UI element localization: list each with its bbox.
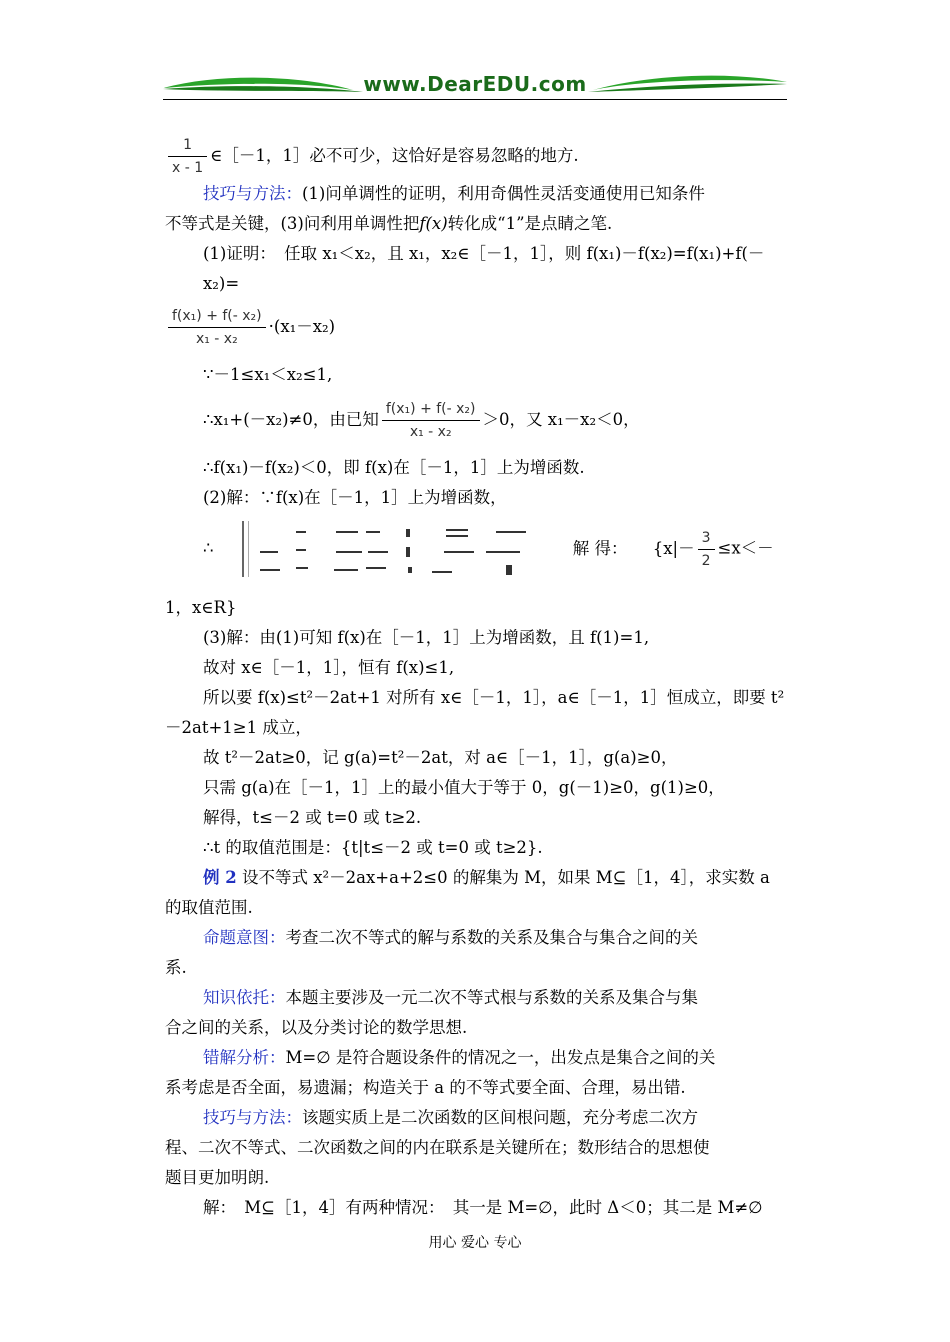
skill2-line1: 技巧与方法：该题实质上是二次函数的区间根问题，充分考虑二次方: [203, 1108, 698, 1127]
part3-line-6: 只需 g(a)在［－1，1］上的最小值大于等于 0，g(－1)≥0，g(1)≥0，: [203, 778, 725, 797]
fraction: $\frac{3}{2}$: [698, 527, 715, 572]
fraction: $\frac{\text{f(x₁) + f(- x₂)}}{\text{x₁ - x₂}}$: [168, 305, 266, 350]
therefore2-line: ∴f(x₁)－f(x₂)＜0，即 f(x)在［－1，1］上为增函数.: [203, 458, 585, 477]
skill2-line2: 程、二次不等式、二次函数之间的内在联系是关键所在；数形结合的思想使: [165, 1138, 710, 1157]
knowledge-line2: 合之间的关系，以及分类讨论的数学思想.: [165, 1018, 468, 1037]
error-line2: 系考虑是否全面，易遗漏；构造关于 a 的不等式要全面、合理，易出错.: [165, 1078, 686, 1097]
skill1-line1: 技巧与方法：(1)问单调性的证明，利用奇偶性灵活变通使用已知条件: [203, 184, 705, 203]
system-result-line: 1，x∈R}: [165, 598, 237, 617]
system-line: ∴ 解 得： {x|－ $\frac{3}{2}$ ≤x＜－: [165, 521, 787, 581]
solution-line: 解： M⊆［1，4］有两种情况： 其一是 M=∅，此时 Δ＜0；其二是 M≠∅: [203, 1198, 763, 1217]
fraction: $\frac{\text{f(x₁) + f(- x₂)}}{\text{x₁ - x₂}}$: [382, 398, 480, 443]
page-footer: 用心 爱心 专心: [428, 1235, 522, 1251]
because-line: ∵－1≤x₁＜x₂≤1,: [203, 365, 333, 384]
error-line1: 错解分析：M=∅ 是符合题设条件的情况之一，出发点是集合之间的关: [203, 1048, 716, 1067]
skill2-line3: 题目更加明朗.: [165, 1168, 270, 1187]
document-body: [165, 130, 787, 1223]
site-header-banner: [163, 68, 787, 102]
example2-line1: 例 2 设不等式 x²－2ax+a+2≤0 的解集为 M，如果 M⊆［1，4］，求实数 a: [203, 868, 770, 887]
fraction: $\frac{1}{x - 1}$: [168, 134, 207, 179]
part3-line-5: 故 t²－2at≥0，记 g(a)=t²－2at，对 a∈［－1，1］，g(a)≥0，: [203, 748, 678, 767]
site-url: www.DearEDU.com: [363, 72, 587, 96]
knowledge-line1: 知识依托：本题主要涉及一元二次不等式根与系数的关系及集合与集: [203, 988, 698, 1007]
equation-system-image: [242, 521, 542, 577]
part2-line: (2)解：∵f(x)在［－1，1］上为增函数，: [203, 488, 507, 507]
intent-line1: 命题意图：考查二次不等式的解与系数的关系及集合与集合之间的关: [203, 928, 698, 947]
skill1-line2: 不等式是关键，(3)问利用单调性把f(x)转化成“1”是点睛之笔.: [165, 214, 613, 233]
line-frac: $\frac{1}{x - 1}$ ∈［－1，1］必不可少，这恰好是容易忽略的地方.: [165, 134, 787, 179]
header-rule: [163, 99, 787, 100]
proof-line1: (1)证明： 任取 x₁＜x₂，且 x₁，x₂∈［－1，1］，则 f(x₁)－f(x₂)=f(x₁)+f(－x₂)=: [203, 244, 765, 293]
example2-line2: 的取值范围.: [165, 898, 253, 917]
part3-line-4: －2at+1≥1 成立，: [165, 718, 312, 737]
therefore1-line: ∴x₁+(－x₂)≠0，由已知 $\frac{\text{f(x₁) + f(- x₂)}}{\text{x₁ - x₂}}$ ＞0，又 x₁－x₂＜0，: [165, 398, 787, 443]
part3-line-2: 故对 x∈［－1，1］，恒有 f(x)≤1,: [203, 658, 455, 677]
intent-line2: 系.: [165, 958, 187, 977]
part3-line-8: ∴t 的取值范围是：{t|t≤－2 或 t=0 或 t≥2}.: [203, 838, 543, 857]
part3-line-3: 所以要 f(x)≤t²－2at+1 对所有 x∈［－1，1］，a∈［－1，1］恒成立，即要 t²: [203, 688, 785, 707]
part3-line-7: 解得，t≤－2 或 t=0 或 t≥2.: [203, 808, 422, 827]
part3-line-1: (3)解：由(1)可知 f(x)在［－1，1］上为增函数，且 f(1)=1,: [203, 628, 650, 647]
proof-line2: $\frac{\text{f(x₁) + f(- x₂)}}{\text{x₁ - x₂}}$ ·(x₁－x₂): [165, 305, 787, 350]
